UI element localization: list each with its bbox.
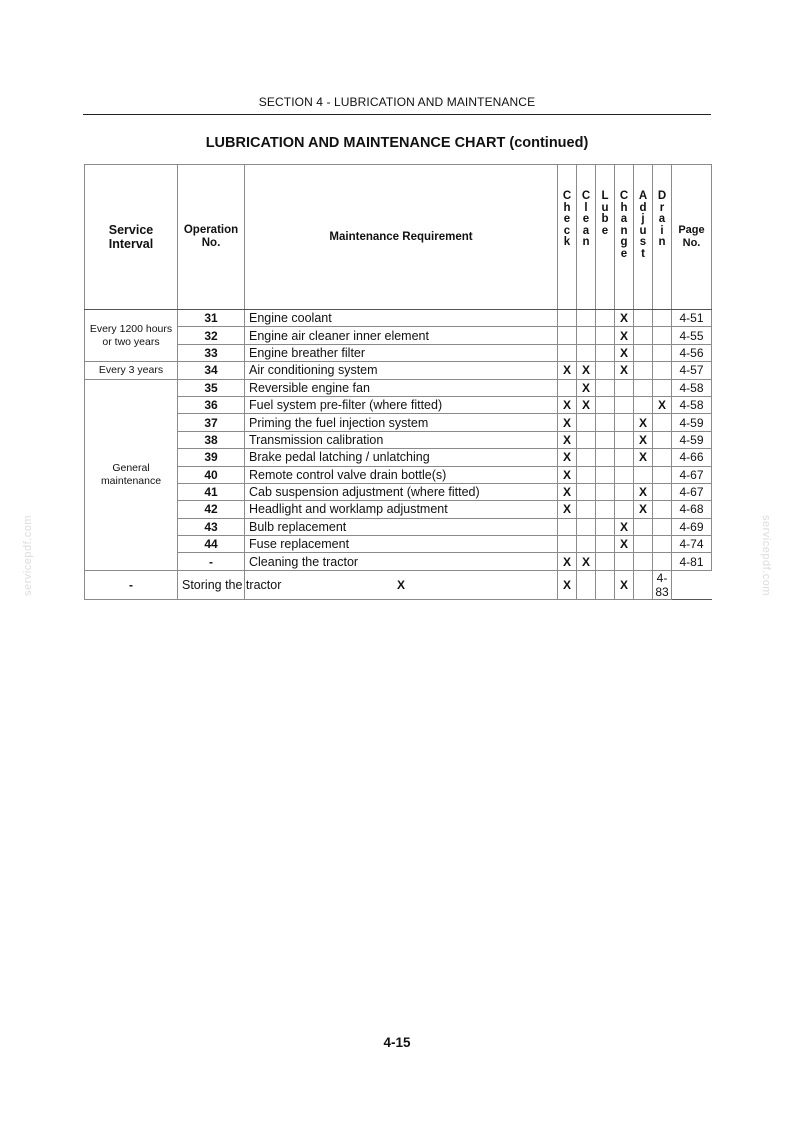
action-mark-cell: X <box>245 570 558 599</box>
table-row <box>85 466 712 483</box>
action-mark-cell: X <box>615 362 634 379</box>
action-mark-cell <box>615 414 634 431</box>
page-no-cell: 4-59 <box>672 431 712 448</box>
action-mark-cell <box>615 466 634 483</box>
header-service-interval: Service Interval <box>85 165 178 310</box>
service-interval-cell: General maintenance <box>85 379 178 570</box>
action-mark-cell: X <box>615 570 634 599</box>
vertical-label: L u b e <box>601 190 609 237</box>
vertical-label: C l e a n <box>581 190 591 249</box>
header-adjust <box>634 165 653 310</box>
action-mark-cell <box>596 310 615 327</box>
service-interval-cell: Every 1200 hours or two years <box>85 310 178 362</box>
action-mark-cell <box>634 553 653 570</box>
action-mark-cell: X <box>634 483 653 500</box>
table-row <box>85 501 712 518</box>
requirement-cell: Brake pedal latching / unlatching <box>245 449 558 466</box>
table-row <box>85 449 712 466</box>
header-maintenance-requirement: Maintenance Requirement <box>245 165 558 310</box>
action-mark-cell <box>653 483 672 500</box>
action-mark-cell: X <box>615 344 634 361</box>
action-mark-cell <box>653 431 672 448</box>
action-mark-cell: X <box>653 396 672 413</box>
action-mark-cell <box>634 327 653 344</box>
action-mark-cell <box>615 483 634 500</box>
requirement-cell: Transmission calibration <box>245 431 558 448</box>
action-mark-cell: X <box>558 362 577 379</box>
requirement-cell: Headlight and worklamp adjustment <box>245 501 558 518</box>
table-row <box>85 310 712 327</box>
action-mark-cell: X <box>615 518 634 535</box>
action-mark-cell <box>634 466 653 483</box>
action-mark-cell <box>653 466 672 483</box>
action-mark-cell <box>596 327 615 344</box>
action-mark-cell: X <box>558 553 577 570</box>
table-row <box>85 414 712 431</box>
page-no-cell: 4-69 <box>672 518 712 535</box>
action-mark-cell <box>634 396 653 413</box>
page-no-cell: 4-66 <box>672 449 712 466</box>
action-mark-cell <box>634 518 653 535</box>
requirement-cell: Reversible engine fan <box>245 379 558 396</box>
action-mark-cell <box>577 449 596 466</box>
requirement-cell: Priming the fuel injection system <box>245 414 558 431</box>
requirement-cell: Engine breather filter <box>245 344 558 361</box>
section-header: SECTION 4 - LUBRICATION AND MAINTENANCE <box>258 95 536 109</box>
action-mark-cell <box>558 518 577 535</box>
maintenance-chart-table <box>84 164 712 600</box>
action-mark-cell <box>634 310 653 327</box>
action-mark-cell <box>634 344 653 361</box>
action-mark-cell <box>558 310 577 327</box>
vertical-label: C h e c k <box>562 190 572 249</box>
action-mark-cell <box>634 379 653 396</box>
action-mark-cell <box>653 414 672 431</box>
service-interval-cell: Every 3 years <box>85 362 178 379</box>
action-mark-cell <box>634 570 653 599</box>
action-mark-cell: X <box>558 466 577 483</box>
action-mark-cell <box>615 449 634 466</box>
action-mark-cell: X <box>634 501 653 518</box>
page-number: 4-15 <box>383 1035 411 1050</box>
action-mark-cell <box>596 362 615 379</box>
page-no-cell: 4-74 <box>672 536 712 553</box>
table-row <box>85 396 712 413</box>
operation-no-cell: 35 <box>178 379 245 396</box>
action-mark-cell <box>615 501 634 518</box>
action-mark-cell: X <box>634 414 653 431</box>
operation-no-cell: 40 <box>178 466 245 483</box>
header-check <box>558 165 577 310</box>
page-no-cell: 4-81 <box>672 553 712 570</box>
action-mark-cell <box>615 379 634 396</box>
action-mark-cell: X <box>615 536 634 553</box>
action-mark-cell: X <box>577 553 596 570</box>
action-mark-cell <box>558 379 577 396</box>
requirement-cell: Storing the tractor <box>178 570 245 599</box>
action-mark-cell <box>596 379 615 396</box>
action-mark-cell <box>577 431 596 448</box>
action-mark-cell: X <box>558 483 577 500</box>
watermark-right: servicepdf.com <box>760 515 772 596</box>
vertical-label: A d j u s t <box>638 190 648 260</box>
action-mark-cell <box>653 362 672 379</box>
action-mark-cell: X <box>577 362 596 379</box>
action-mark-cell: X <box>558 396 577 413</box>
table-row <box>85 483 712 500</box>
action-mark-cell <box>577 501 596 518</box>
vertical-label: D r a i n <box>657 190 667 249</box>
action-mark-cell <box>596 414 615 431</box>
action-mark-cell <box>615 553 634 570</box>
action-mark-cell <box>577 310 596 327</box>
action-mark-cell: X <box>577 379 596 396</box>
requirement-cell: Cab suspension adjustment (where fitted) <box>245 483 558 500</box>
operation-no-cell: 33 <box>178 344 245 361</box>
action-mark-cell <box>577 344 596 361</box>
action-mark-cell <box>577 518 596 535</box>
action-mark-cell <box>558 327 577 344</box>
page-no-cell: 4-58 <box>672 379 712 396</box>
page-no-cell: 4-57 <box>672 362 712 379</box>
action-mark-cell <box>596 501 615 518</box>
action-mark-cell <box>596 553 615 570</box>
requirement-cell: Engine air cleaner inner element <box>245 327 558 344</box>
action-mark-cell <box>577 327 596 344</box>
operation-no-cell: - <box>178 553 245 570</box>
table-row <box>85 518 712 535</box>
table-row <box>85 536 712 553</box>
operation-no-cell: 38 <box>178 431 245 448</box>
table-body <box>85 310 712 600</box>
requirement-cell: Fuse replacement <box>245 536 558 553</box>
header-lube <box>596 165 615 310</box>
action-mark-cell <box>596 449 615 466</box>
action-mark-cell <box>653 327 672 344</box>
action-mark-cell <box>596 483 615 500</box>
table-row <box>85 553 712 570</box>
action-mark-cell <box>577 536 596 553</box>
action-mark-cell <box>615 431 634 448</box>
action-mark-cell: X <box>558 449 577 466</box>
table-row <box>85 344 712 361</box>
action-mark-cell <box>558 344 577 361</box>
operation-no-cell: 42 <box>178 501 245 518</box>
action-mark-cell <box>577 483 596 500</box>
action-mark-cell <box>653 310 672 327</box>
action-mark-cell: X <box>634 449 653 466</box>
action-mark-cell: X <box>558 431 577 448</box>
action-mark-cell <box>596 396 615 413</box>
page-no-cell: 4-56 <box>672 344 712 361</box>
header-operation-no: Operation No. <box>178 165 245 310</box>
action-mark-cell <box>596 431 615 448</box>
requirement-cell: Engine coolant <box>245 310 558 327</box>
table-row <box>85 379 712 396</box>
operation-no-cell: 41 <box>178 483 245 500</box>
operation-no-cell: 32 <box>178 327 245 344</box>
action-mark-cell <box>596 536 615 553</box>
page-no-cell: 4-83 <box>653 570 672 599</box>
action-mark-cell <box>653 379 672 396</box>
header-page-no: Page No. <box>672 165 712 310</box>
operation-no-cell: 39 <box>178 449 245 466</box>
table-row <box>85 327 712 344</box>
table-row <box>85 362 712 379</box>
action-mark-cell <box>653 536 672 553</box>
operation-no-cell: 43 <box>178 518 245 535</box>
action-mark-cell: X <box>558 414 577 431</box>
chart-title: LUBRICATION AND MAINTENANCE CHART (continued) <box>205 135 589 151</box>
header-change <box>615 165 634 310</box>
action-mark-cell <box>596 466 615 483</box>
page-no-cell: 4-67 <box>672 466 712 483</box>
action-mark-cell: X <box>615 310 634 327</box>
action-mark-cell <box>596 570 615 599</box>
action-mark-cell <box>653 501 672 518</box>
operation-no-cell: 31 <box>178 310 245 327</box>
requirement-cell: Remote control valve drain bottle(s) <box>245 466 558 483</box>
action-mark-cell <box>558 536 577 553</box>
action-mark-cell <box>596 518 615 535</box>
header-drain <box>653 165 672 310</box>
page-no-cell: 4-51 <box>672 310 712 327</box>
requirement-cell: Air conditioning system <box>245 362 558 379</box>
requirement-cell: Cleaning the tractor <box>245 553 558 570</box>
watermark-left: servicepdf.com <box>22 515 34 596</box>
table-row <box>85 431 712 448</box>
action-mark-cell: X <box>615 327 634 344</box>
operation-no-cell: - <box>85 570 178 599</box>
action-mark-cell <box>653 553 672 570</box>
action-mark-cell <box>653 344 672 361</box>
operation-no-cell: 36 <box>178 396 245 413</box>
action-mark-cell: X <box>558 501 577 518</box>
action-mark-cell <box>615 396 634 413</box>
page-no-cell: 4-58 <box>672 396 712 413</box>
operation-no-cell: 44 <box>178 536 245 553</box>
action-mark-cell: X <box>577 396 596 413</box>
page-no-cell: 4-55 <box>672 327 712 344</box>
requirement-cell: Bulb replacement <box>245 518 558 535</box>
vertical-label: C h a n g e <box>619 190 629 260</box>
page-no-cell: 4-68 <box>672 501 712 518</box>
operation-no-cell: 37 <box>178 414 245 431</box>
operation-no-cell: 34 <box>178 362 245 379</box>
page-no-cell: 4-59 <box>672 414 712 431</box>
action-mark-cell <box>634 362 653 379</box>
action-mark-cell <box>653 449 672 466</box>
table-header-row <box>85 165 712 310</box>
action-mark-cell <box>577 570 596 599</box>
action-mark-cell <box>577 414 596 431</box>
action-mark-cell: X <box>634 431 653 448</box>
page-no-cell: 4-67 <box>672 483 712 500</box>
action-mark-cell: X <box>558 570 577 599</box>
action-mark-cell <box>653 518 672 535</box>
action-mark-cell <box>577 466 596 483</box>
action-mark-cell <box>596 344 615 361</box>
header-clean <box>577 165 596 310</box>
requirement-cell: Fuel system pre-filter (where fitted) <box>245 396 558 413</box>
table-row <box>85 570 712 599</box>
action-mark-cell <box>634 536 653 553</box>
header-rule <box>83 114 711 115</box>
